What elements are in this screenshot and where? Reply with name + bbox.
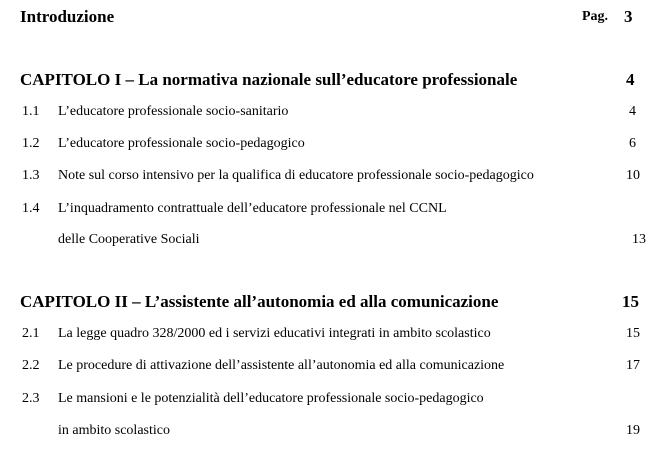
section-page: 6 xyxy=(629,136,636,151)
section-title: L’educatore professionale socio-sanitario xyxy=(58,104,289,119)
section-number: 1.4 xyxy=(22,201,40,216)
intro-page-number: 3 xyxy=(624,7,633,26)
section-number: 2.2 xyxy=(22,358,40,373)
section-number: 2.3 xyxy=(22,391,40,406)
section-title: Note sul corso intensivo per la qualifica di educatore professionale socio-pedagogico xyxy=(58,168,534,183)
section-page: 19 xyxy=(626,423,640,438)
section-title: L’inquadramento contrattuale dell’educatore professionale nel CCNL xyxy=(58,201,447,216)
chapter-1-title: CAPITOLO I – La normativa nazionale sull’educatore professionale xyxy=(20,70,518,89)
section-number: 1.3 xyxy=(22,168,40,183)
section-number: 1.2 xyxy=(22,136,40,151)
chapter-2-page: 15 xyxy=(622,292,639,311)
section-page: 4 xyxy=(629,104,636,119)
intro-title: Introduzione xyxy=(20,7,115,26)
section-title-continued: in ambito scolastico xyxy=(58,423,170,438)
section-title: L’educatore professionale socio-pedagogico xyxy=(58,136,305,151)
section-page: 17 xyxy=(626,358,640,373)
pag-label: Pag. xyxy=(582,9,609,24)
section-number: 2.1 xyxy=(22,326,40,341)
section-number: 1.1 xyxy=(22,104,40,119)
section-page: 13 xyxy=(632,232,646,247)
chapter-1-page: 4 xyxy=(626,70,635,89)
chapter-2-title: CAPITOLO II – L’assistente all’autonomia ed alla comunicazione xyxy=(20,292,499,311)
section-page: 10 xyxy=(626,168,640,183)
section-title: Le procedure di attivazione dell’assistente all’autonomia ed alla comunicazione xyxy=(58,358,505,373)
section-title: Le mansioni e le potenzialità dell’educatore professionale socio-pedagogico xyxy=(58,391,484,406)
section-title: La legge quadro 328/2000 ed i servizi educativi integrati in ambito scolastico xyxy=(58,326,491,341)
section-title-continued: delle Cooperative Sociali xyxy=(58,232,200,247)
section-page: 15 xyxy=(626,326,640,341)
